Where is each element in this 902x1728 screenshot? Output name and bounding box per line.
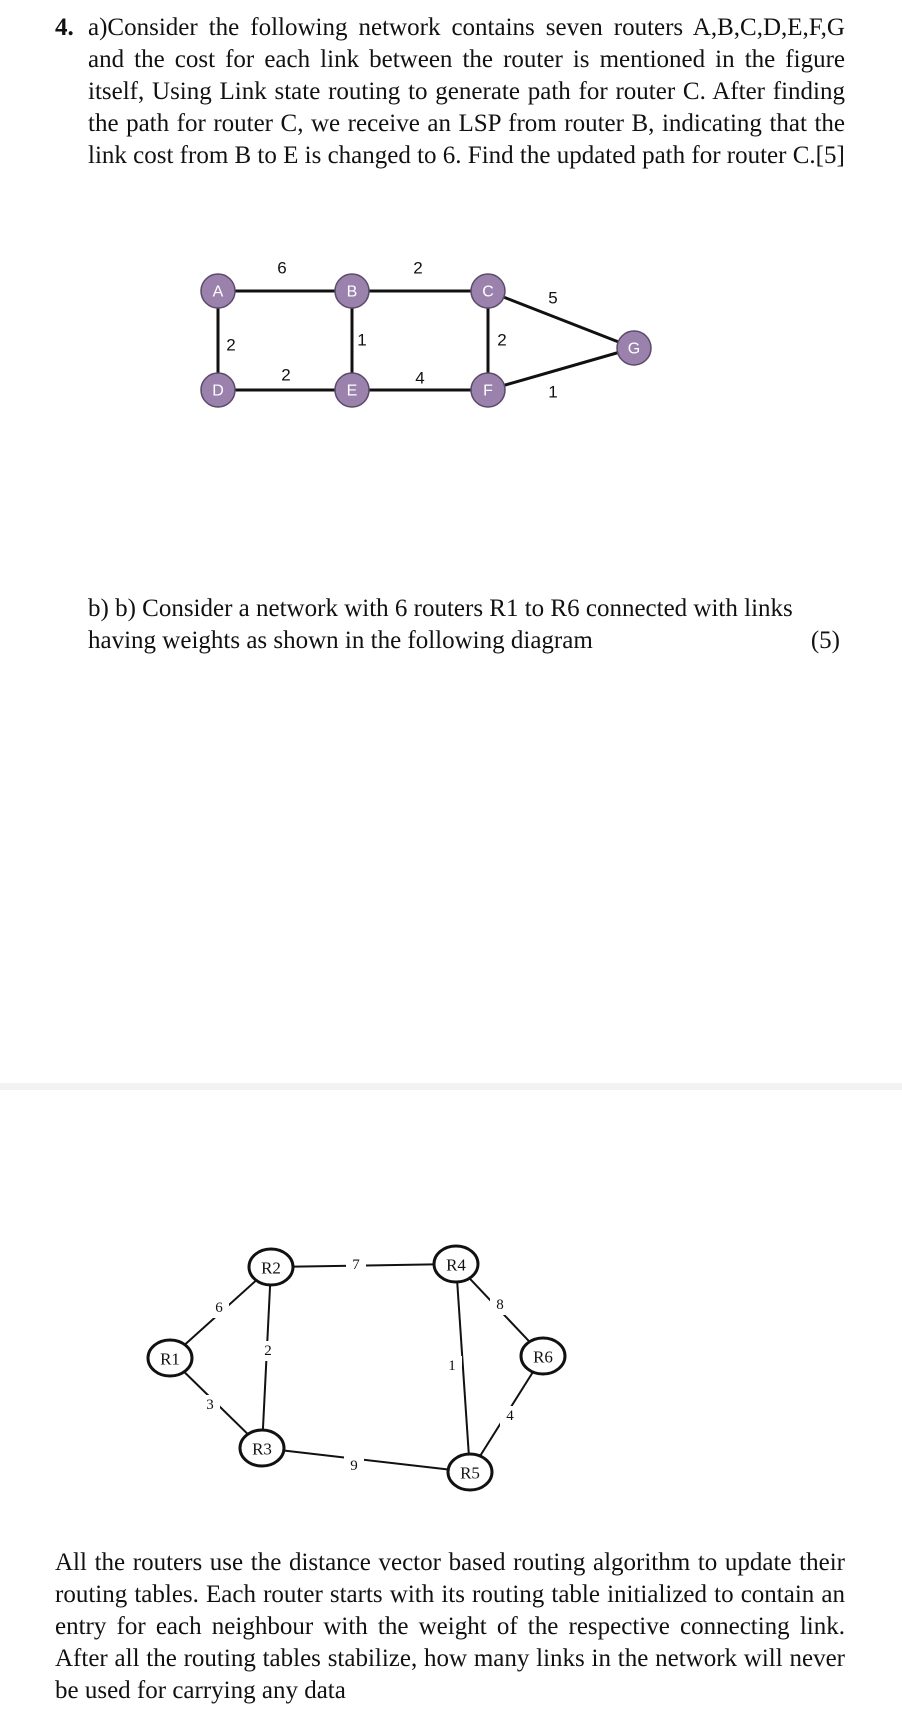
edge-weight-e-f: 4 — [415, 368, 425, 388]
edge-weight-f-g: 1 — [548, 382, 558, 402]
router-label: D — [212, 382, 224, 400]
router-label: R5 — [460, 1463, 480, 1483]
question-b-line2: having weights as shown in the following diagram — [88, 627, 593, 654]
edge-weight-c-g: 5 — [548, 288, 558, 308]
edge-weight-r1-r3: 3 — [206, 1397, 214, 1413]
router-r1 — [148, 1340, 192, 1376]
edge-r3-r5 — [262, 1448, 470, 1472]
router-label: G — [627, 340, 641, 358]
question-b-description: All the routers use the distance vector based routing algorithm to update their routing tables. Each router starts with its routing table initialized to contain an entry for each neighbour with the weight of the respective connecting link. After all the routing tables stabilize, how many links in the network will never be used for carrying any data — [55, 1549, 845, 1704]
router-r5 — [448, 1454, 492, 1490]
router-label: R6 — [533, 1347, 553, 1367]
edge-weight-b-e: 1 — [357, 330, 367, 350]
router-label: C — [482, 283, 494, 301]
edge-weight-r1-r2: 6 — [215, 1300, 223, 1316]
question-a-text: a)Consider the following network contains seven routers A,B,C,D,E,F,G and the cost for each link between the router is mentioned in the figure itself, Using Link state routing to generate path for router C. After finding the path for router C, we receive an LSP from router B, indicating that the link cost from B to E is changed to 6. Find the updated path for router C.[5] — [88, 14, 845, 169]
router-label: R2 — [261, 1258, 281, 1278]
router-r3 — [240, 1430, 284, 1466]
edge-weight-a-b: 6 — [277, 258, 287, 278]
edge-weight-r4-r5: 1 — [448, 1358, 456, 1374]
edge-weight-r5-r6: 4 — [506, 1408, 514, 1424]
edge-weight-b-c: 2 — [413, 258, 423, 278]
edge-weight-r4-r6: 8 — [496, 1297, 504, 1313]
router-label: E — [346, 382, 358, 400]
edge-weight-r3-r5: 9 — [350, 1458, 358, 1474]
question-b-marks: (5) — [810, 627, 840, 654]
question-b-line1: b) b) Consider a network with 6 routers R1 to R6 connected with links — [88, 595, 793, 622]
router-label: R1 — [160, 1349, 180, 1369]
router-label: B — [346, 283, 358, 301]
edge-weight-a-d: 2 — [226, 335, 236, 355]
router-label: R4 — [446, 1255, 466, 1275]
router-r6 — [521, 1338, 565, 1374]
question-number: 4. — [55, 14, 74, 41]
router-r4 — [434, 1246, 478, 1282]
edge-weight-c-f: 2 — [497, 330, 507, 350]
edge-weight-r2-r3: 2 — [264, 1343, 272, 1359]
router-r2 — [249, 1249, 293, 1285]
router-label: R3 — [252, 1439, 272, 1459]
edge-weight-r2-r4: 7 — [352, 1257, 360, 1273]
edge-weight-d-e: 2 — [281, 365, 291, 385]
router-label: A — [212, 283, 224, 301]
router-label: F — [483, 382, 493, 400]
